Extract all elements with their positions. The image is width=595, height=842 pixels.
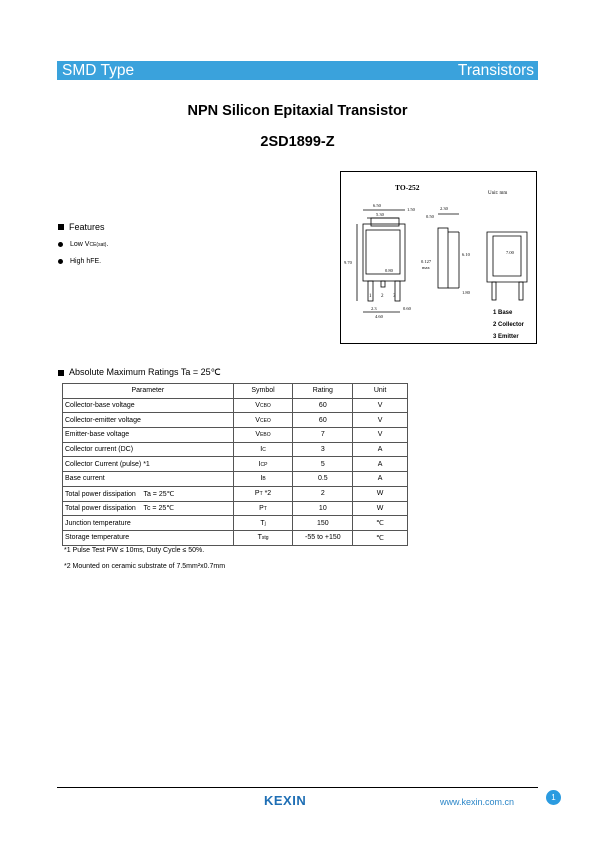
param-cell: Junction temperature [63, 516, 234, 531]
ratings-heading [58, 367, 221, 378]
unit-cell: V [353, 413, 408, 428]
dim-label: 0.127 [421, 259, 432, 264]
page-number: 1 [546, 790, 561, 805]
rating-cell: 3 [293, 442, 353, 457]
dim-label: 0.60 [403, 306, 411, 311]
rating-cell: -55 to +150 [293, 530, 353, 545]
features-heading [58, 222, 105, 232]
param-cell: Total power dissipation Tc = 25℃ [63, 501, 234, 516]
symbol-cell: Tj [233, 516, 293, 531]
rating-cell: 7 [293, 428, 353, 443]
list-item [58, 253, 108, 270]
footer-divider [57, 787, 538, 788]
table-row [63, 486, 408, 501]
dim-label: 5.30 [376, 212, 384, 217]
symbol-cell: IC [233, 442, 293, 457]
feature-tail: . [106, 241, 109, 248]
unit-cell: W [353, 486, 408, 501]
dim-label: 6.10 [462, 252, 470, 257]
symbol-cell: Tstg [233, 530, 293, 545]
param-cell: Total power dissipation Ta = 25℃ [63, 486, 234, 501]
param-cell: Emitter-base voltage [63, 428, 234, 443]
package-unit: Unit: mm [488, 191, 508, 196]
dim-label: 7.00 [506, 250, 514, 255]
param-cell: Collector-emitter voltage [63, 413, 234, 428]
footer-url-link[interactable]: www.kexin.com.cn [440, 797, 515, 807]
ratings-heading-text: Absolute Maximum Ratings Ta = 25℃ [69, 367, 221, 377]
list-item [58, 236, 108, 253]
dim-label: 9.70 [344, 260, 352, 265]
table-row [63, 516, 408, 531]
unit-cell: ℃ [353, 530, 408, 545]
dim-label: 2.3 [371, 306, 377, 311]
header-right: Transistors [457, 61, 534, 79]
table-row [63, 501, 408, 516]
param-cell: Collector Current (pulse) *1 [63, 457, 234, 472]
features-list [58, 236, 108, 270]
bullet-icon [58, 242, 63, 247]
unit-cell: A [353, 472, 408, 487]
rating-cell: 60 [293, 398, 353, 413]
feature-subscript: CE(sat) [89, 241, 107, 248]
dim-label: 0.50 [426, 214, 434, 219]
symbol-cell: VEBO [233, 428, 293, 443]
column-header: Unit [353, 384, 408, 399]
symbol-cell: VCEO [233, 413, 293, 428]
pin-label-3: 3 [393, 294, 396, 299]
ratings-table [62, 383, 408, 546]
table-row [63, 530, 408, 545]
square-bullet-icon [58, 370, 64, 376]
param-cell: Collector-base voltage [63, 398, 234, 413]
table-row [63, 398, 408, 413]
unit-cell: A [353, 442, 408, 457]
symbol-cell: VCBO [233, 398, 293, 413]
dim-label: 0.80 [385, 268, 393, 273]
package-drawing [340, 171, 537, 344]
pin-list [493, 307, 524, 343]
pin-label-1: 1 [369, 294, 372, 299]
kexin-logo: KEXIN [264, 793, 307, 808]
table-row [63, 442, 408, 457]
header-left: SMD Type [62, 61, 135, 79]
features-heading-text: Features [69, 222, 105, 232]
table-row [63, 413, 408, 428]
rating-cell: 150 [293, 516, 353, 531]
pin-collector: 2 Collector [493, 322, 525, 328]
param-cell: Base current [63, 472, 234, 487]
bullet-icon [58, 259, 63, 264]
feature-text: High hFE. [70, 258, 102, 265]
symbol-cell: ICP [233, 457, 293, 472]
dim-label: 6.50 [373, 203, 381, 208]
dim-label: 4.60 [375, 314, 383, 319]
rating-cell: 0.5 [293, 472, 353, 487]
footnote-2: *2 Mounted on ceramic substrate of 7.5mm²x0.7mm [64, 563, 226, 570]
pin-emitter: 3 Emitter [493, 334, 519, 340]
unit-cell: V [353, 428, 408, 443]
column-header: Symbol [233, 384, 293, 399]
ratings-table-body [63, 398, 408, 545]
unit-cell: W [353, 501, 408, 516]
unit-cell: A [353, 457, 408, 472]
param-cell: Storage temperature [63, 530, 234, 545]
dim-label: max [422, 265, 430, 270]
rating-cell: 10 [293, 501, 353, 516]
dim-label: 1.80 [462, 290, 470, 295]
pin-base: 1 Base [493, 310, 513, 316]
rating-cell: 5 [293, 457, 353, 472]
param-cell: Collector current (DC) [63, 442, 234, 457]
column-header: Parameter [63, 384, 234, 399]
column-header: Rating [293, 384, 353, 399]
footnote-1: *1 Pulse Test PW ≤ 10ms, Duty Cycle ≤ 50%. [64, 547, 205, 554]
table-header-row [63, 384, 408, 399]
unit-cell: V [353, 398, 408, 413]
rating-cell: 2 [293, 486, 353, 501]
table-row [63, 457, 408, 472]
symbol-cell: PT *2 [233, 486, 293, 501]
dim-label: 1.50 [407, 207, 415, 212]
symbol-cell: IB [233, 472, 293, 487]
package-name: TO-252 [395, 183, 420, 192]
symbol-cell: PT [233, 501, 293, 516]
feature-text: Low V [70, 241, 90, 248]
page-title: NPN Silicon Epitaxial Transistor [187, 103, 408, 119]
table-row [63, 428, 408, 443]
rating-cell: 60 [293, 413, 353, 428]
unit-cell: ℃ [353, 516, 408, 531]
pin-label-2: 2 [381, 294, 384, 299]
part-number: 2SD1899-Z [260, 134, 335, 150]
table-row [63, 472, 408, 487]
square-bullet-icon [58, 224, 64, 230]
header-bar [57, 61, 538, 80]
dim-label: 2.30 [440, 206, 448, 211]
